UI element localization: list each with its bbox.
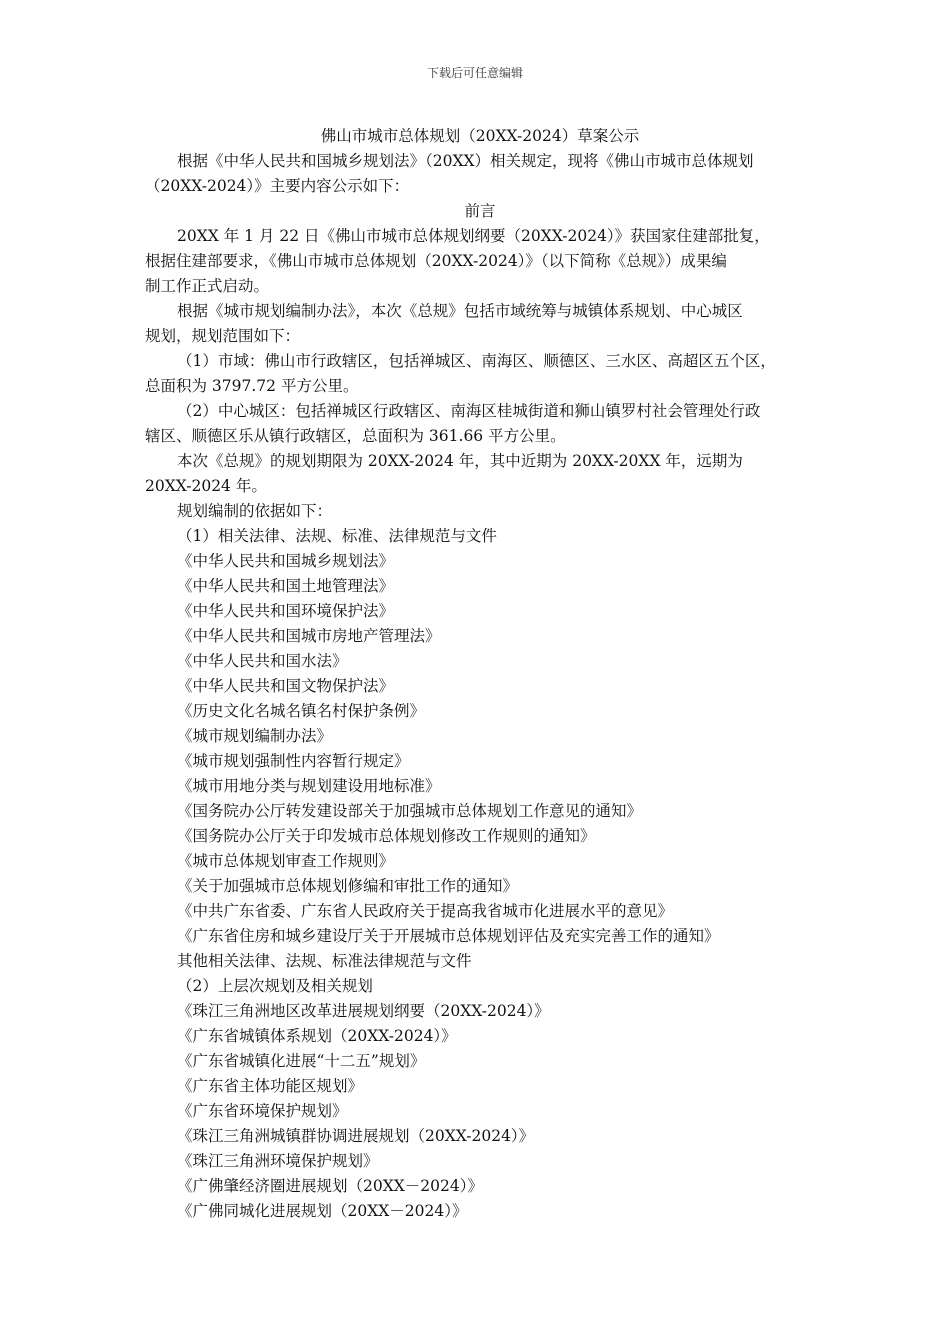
text-line: 《中华人民共和国环境保护法》 xyxy=(177,602,395,620)
text-line: 《广佛同城化进展规划（20XX－2024）》 xyxy=(177,1202,468,1220)
text-line: 《国务院办公厅转发建设部关于加强城市总体规划工作意见的通知》 xyxy=(177,802,643,820)
text-line: 《珠江三角洲环境保护规划》 xyxy=(177,1152,379,1170)
intro-line-2: （20XX-2024）》主要内容公示如下： xyxy=(145,177,410,195)
text-line: 总面积为 3797.72 平方公里。 xyxy=(145,377,359,395)
text-line: 《中华人民共和国土地管理法》 xyxy=(177,577,395,595)
text-line: 《城市用地分类与规划建设用地标准》 xyxy=(177,777,441,795)
section-heading: 前言 xyxy=(464,202,496,220)
text-line: 根据《城市规划编制办法》，本次《总规》包括市域统筹与城镇体系规划、中心城区 xyxy=(177,302,743,320)
text-line: 《历史文化名城名镇名村保护条例》 xyxy=(177,702,426,720)
text-line: 本次《总规》的规划期限为 20XX-2024 年，其中近期为 20XX-20XX 年，远期为 xyxy=(177,452,743,470)
text-line: 20XX-2024 年。 xyxy=(145,477,267,495)
text-line: 《关于加强城市总体规划修编和审批工作的通知》 xyxy=(177,877,519,895)
text-line: 辖区、顺德区乐从镇行政辖区，总面积为 361.66 平方公里。 xyxy=(145,427,566,445)
text-line: 《珠江三角洲地区改革进展规划纲要（20XX-2024）》 xyxy=(177,1002,550,1020)
text-line: 其他相关法律、法规、标准法律规范与文件 xyxy=(177,952,472,970)
text-line: 《中华人民共和国城市房地产管理法》 xyxy=(177,627,441,645)
text-line: 规划，规划范围如下： xyxy=(145,327,301,345)
text-line: 根据住建部要求，《佛山市城市总体规划（20XX-2024）》（以下简称《总规》）成果编 xyxy=(145,252,727,270)
text-line: 《城市规划强制性内容暂行规定》 xyxy=(177,752,410,770)
text-line: 制工作正式启动。 xyxy=(145,277,270,295)
intro-line-1: 根据《中华人民共和国城乡规划法》（20XX）相关规定，现将《佛山市城市总体规划 xyxy=(177,152,754,170)
text-line: 《城市规划编制办法》 xyxy=(177,727,333,745)
text-line: 《中华人民共和国水法》 xyxy=(177,652,348,670)
text-line: 《广佛肇经济圈进展规划（20XX－2024）》 xyxy=(177,1177,483,1195)
text-line: 《广东省环境保护规划》 xyxy=(177,1102,348,1120)
text-line: 《国务院办公厅关于印发城市总体规划修改工作规则的通知》 xyxy=(177,827,596,845)
text-line: 《中华人民共和国城乡规划法》 xyxy=(177,552,395,570)
text-line: （1）相关法律、法规、标准、法律规范与文件 xyxy=(177,527,497,545)
text-line: 规划编制的依据如下： xyxy=(177,502,333,520)
document-title: 佛山市城市总体规划（20XX-2024）草案公示 xyxy=(320,127,640,145)
paragraph-list xyxy=(145,224,815,1224)
text-line: 《中华人民共和国文物保护法》 xyxy=(177,677,395,695)
text-line: 《城市总体规划审查工作规则》 xyxy=(177,852,395,870)
text-line: 《珠江三角洲城镇群协调进展规划（20XX-2024）》 xyxy=(177,1127,535,1145)
text-line: （1）市域：佛山市行政辖区，包括禅城区、南海区、顺德区、三水区、高超区五个区， xyxy=(177,352,776,370)
header-note: 下载后可任意编辑 xyxy=(426,66,523,80)
text-line: 《广东省城镇化进展“十二五”规划》 xyxy=(177,1052,426,1070)
text-line: （2）上层次规划及相关规划 xyxy=(177,977,373,995)
text-line: 《广东省城镇体系规划（20XX-2024）》 xyxy=(177,1027,457,1045)
text-line: （2）中心城区：包括禅城区行政辖区、南海区桂城街道和狮山镇罗村社会管理处行政 xyxy=(177,402,761,420)
document-body xyxy=(145,124,815,1224)
text-line: 《中共广东省委、广东省人民政府关于提高我省城市化进展水平的意见》 xyxy=(177,902,674,920)
text-line: 20XX 年 1 月 22 日《佛山市城市总体规划纲要（20XX-2024）》获国家住建部批复， xyxy=(177,227,770,245)
text-line: 《广东省主体功能区规划》 xyxy=(177,1077,364,1095)
text-line: 《广东省住房和城乡建设厅关于开展城市总体规划评估及充实完善工作的通知》 xyxy=(177,927,720,945)
